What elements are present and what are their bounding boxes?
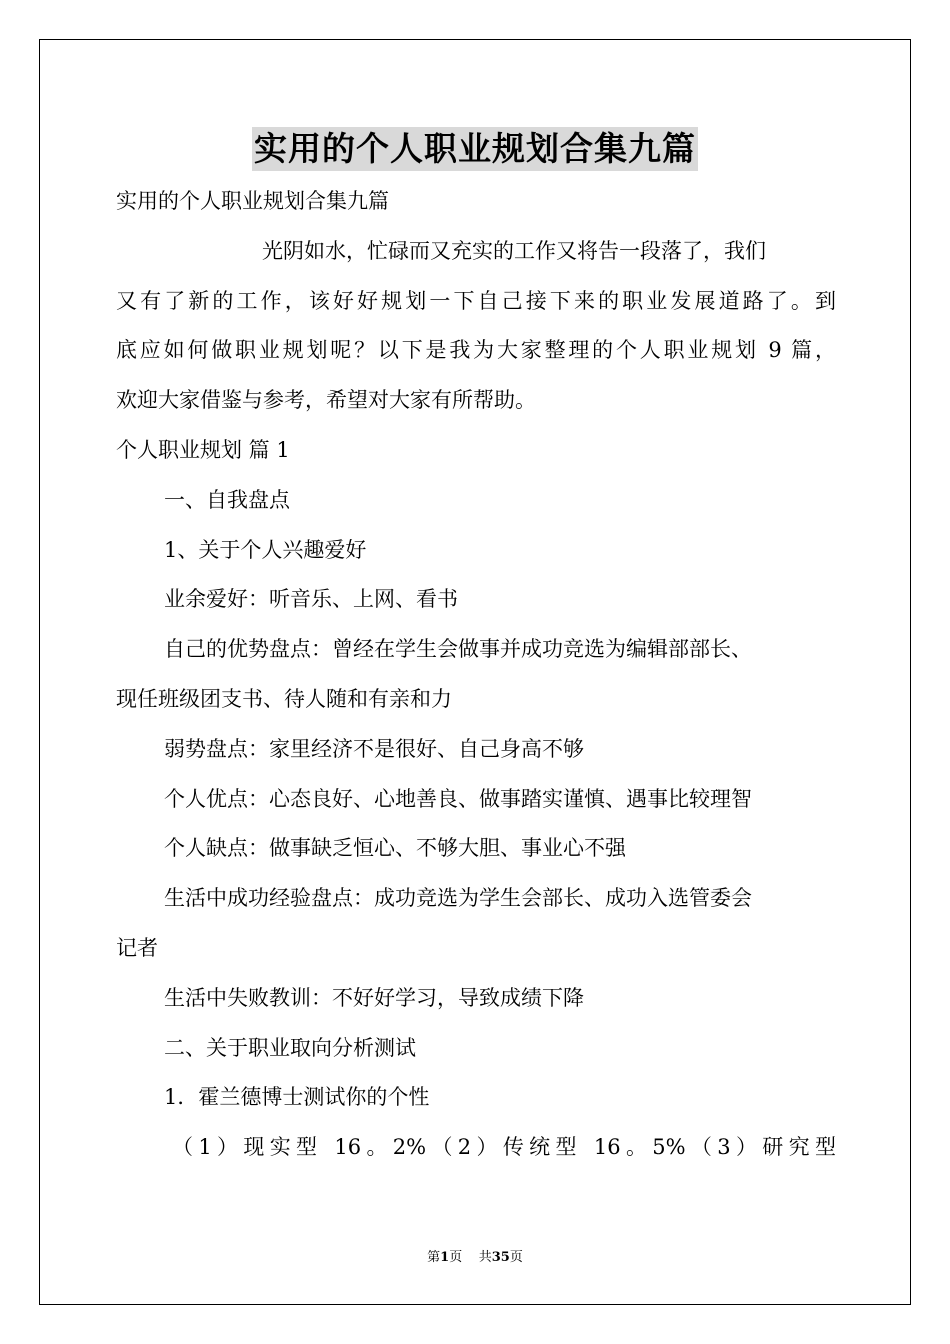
paragraph-line: 1、关于个人兴趣爱好 <box>164 537 367 562</box>
footer-middle: 页 共 <box>449 1250 492 1265</box>
footer-prefix: 第 <box>427 1250 441 1265</box>
paragraph-line: 生活中失败教训：不好好学习，导致成绩下降 <box>164 985 584 1010</box>
title-container <box>0 127 950 171</box>
paragraph-line: 光阴如水，忙碌而又充实的工作又将告一段落了，我们 <box>262 238 766 263</box>
paragraph-line: 一、自我盘点 <box>164 487 290 512</box>
paragraph-line: 实用的个人职业规划合集九篇 <box>116 189 389 213</box>
footer-total-pages: 35 <box>491 1250 510 1265</box>
paragraph-line: 现任班级团支书、待人随和有亲和力 <box>116 686 452 711</box>
document-title: 实用的个人职业规划合集九篇 <box>252 127 698 171</box>
paragraph-line: 又有了新的工作，该好好规划一下自己接下来的职业发展道路了。到 <box>116 288 836 313</box>
document-body <box>116 177 836 1173</box>
footer-page-number: 1 <box>440 1250 450 1265</box>
paragraph-line: 欢迎大家借鉴与参考，希望对大家有所帮助。 <box>116 388 536 413</box>
paragraph-line: 业余爱好：听音乐、上网、看书 <box>164 587 458 612</box>
paragraph-line: 生活中成功经验盘点：成功竞选为学生会部长、成功入选管委会 <box>164 886 752 911</box>
paragraph-line: 记者 <box>116 935 158 960</box>
paragraph-line: 个人优点：心态良好、心地善良、做事踏实谨慎、遇事比较理智 <box>164 786 752 811</box>
page-footer <box>0 1249 950 1267</box>
paragraph-line: 个人职业规划 篇 1 <box>116 437 290 462</box>
paragraph-line: 1．霍兰德博士测试你的个性 <box>164 1085 430 1110</box>
paragraph-line: 底应如何做职业规划呢？以下是我为大家整理的个人职业规划 9 篇， <box>116 338 836 363</box>
footer-suffix: 页 <box>509 1250 523 1265</box>
paragraph-line: 二、关于职业取向分析测试 <box>164 1035 416 1060</box>
paragraph-line: 自己的优势盘点：曾经在学生会做事并成功竞选为编辑部部长、 <box>164 637 752 662</box>
paragraph-line: （1）现实型 16。2%（2）传统型 16。5%（3）研究型 <box>172 1135 836 1160</box>
paragraph-line: 个人缺点：做事缺乏恒心、不够大胆、事业心不强 <box>164 836 626 861</box>
paragraph-line: 弱势盘点：家里经济不是很好、自己身高不够 <box>164 736 584 761</box>
